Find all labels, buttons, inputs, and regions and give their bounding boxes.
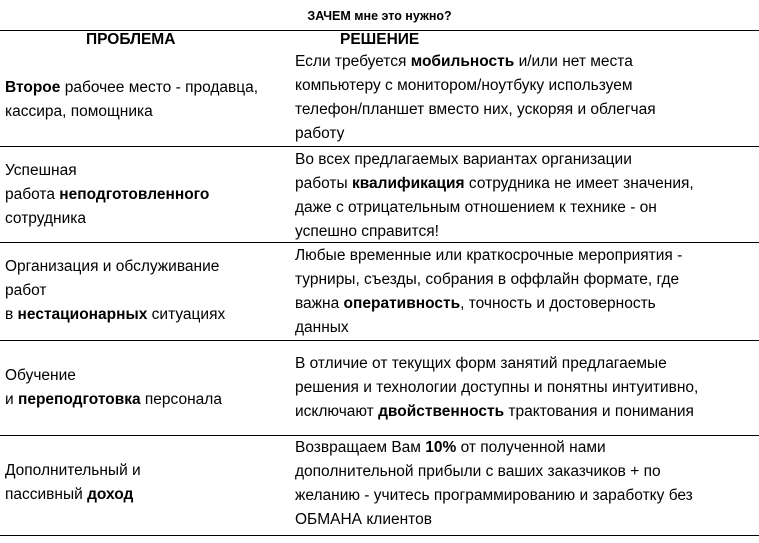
solution-cell: В отличие от текущих форм занятий предлагаемые решения и технологии доступны и понятны интуитивно, исключают двойственность трактования и понимания — [295, 355, 699, 420]
emphasis: Второе — [5, 79, 61, 96]
emphasis: нестационарных — [17, 306, 148, 323]
emphasis: 10% — [425, 439, 457, 456]
emphasis: квалификация — [351, 175, 465, 192]
problem-cell: Успешная работа неподготовленного сотрудника — [5, 162, 210, 227]
problem-cell: Организация и обслуживание работ в нестационарных ситуациях — [5, 258, 226, 323]
emphasis: переподготовка — [17, 391, 141, 408]
emphasis: мобильность — [410, 53, 515, 70]
solution-cell: Возвращаем Вам 10% от полученной нами дополнительной прибыли с ваших заказчиков + по желанию - учитесь программированию и заработку без ОБМАНА клиентов — [295, 439, 693, 528]
row-divider — [0, 340, 759, 341]
solution-cell: Если требуется мобильность и/или нет места компьютеру с монитором/ноутбуку используем телефон/планшет вместо них, ускоряя и облегчая работу — [295, 53, 656, 142]
row-divider — [0, 146, 759, 147]
solution-column-header: РЕШЕНИЕ — [340, 31, 420, 48]
row-divider — [0, 535, 759, 536]
problem-cell: Второе рабочее место - продавца, кассира, помощника — [5, 79, 259, 120]
solution-cell: Во всех предлагаемых вариантах организации работы квалификация сотрудника не имеет значения, даже с отрицательным отношением к технике - он успешно справится! — [295, 151, 694, 240]
emphasis: доход — [87, 486, 134, 503]
problem-cell: Дополнительный и пассивный доход — [5, 462, 141, 503]
page-title: ЗАЧЕМ мне это нужно? — [307, 9, 452, 23]
solution-cell: Любые временные или краткосрочные мероприятия - турниры, съезды, собрания в оффлайн формате, где важна оперативность, точность и достоверность данных — [295, 247, 683, 336]
emphasis: неподготовленного — [59, 186, 210, 203]
problem-column-header: ПРОБЛЕМА — [86, 31, 176, 48]
emphasis: двойственность — [378, 403, 505, 420]
row-divider — [0, 242, 759, 243]
emphasis: оперативность — [343, 295, 461, 312]
problem-cell: Обучение и переподготовка персонала — [5, 367, 222, 408]
